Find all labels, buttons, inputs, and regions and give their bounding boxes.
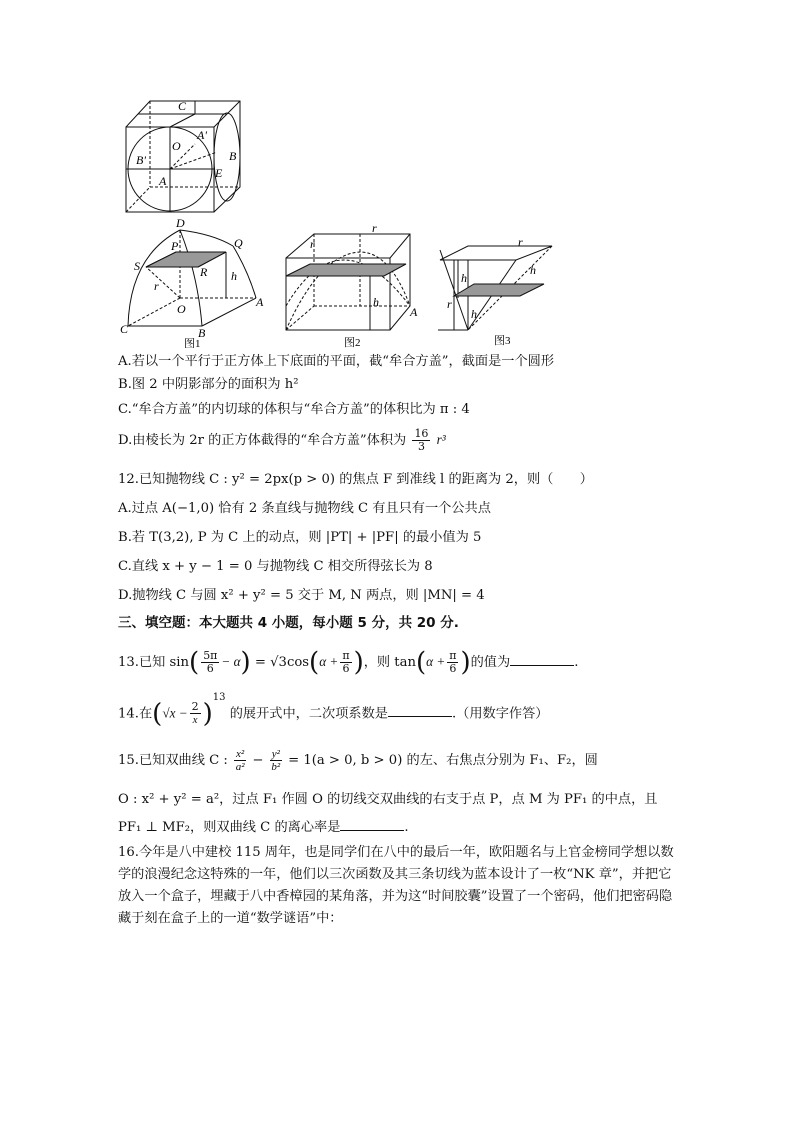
q12-stem: 12.已知抛物线 C : y² = 2px(p > 0) 的焦点 F 到准线 l 的距离为 2，则（ ） (118, 472, 593, 487)
q15-post: = 1(a > 0, b > 0) 的左、右焦点分别为 F₁、F₂，圆 (288, 753, 598, 768)
q15-answer-blank[interactable] (340, 818, 404, 831)
q11-d-num: 16 (414, 427, 429, 440)
fig1-label-h: h (231, 269, 237, 283)
cube-label-o: O (172, 139, 181, 153)
question-15-line-1 (118, 748, 598, 773)
fig3-label-r-left: r (447, 297, 452, 311)
section-3-heading: 三、填空题：本大题共 4 小题，每小题 5 分，共 20 分. (118, 615, 459, 631)
fig1-label-o: O (177, 302, 186, 316)
question-14: 14.在(√x − $\frac{2}{x}$ )$^{13}$ 的展开式中，二次项系数是 .（用数字作答） (118, 692, 549, 729)
q15-frac-2-den: b² (271, 761, 281, 773)
fig1-label-r-radius: r (154, 279, 159, 293)
q11-d-fraction (412, 428, 430, 453)
fig2-label-r-top: r (372, 224, 377, 235)
cube-figure (122, 97, 252, 217)
fig1-label-d: D (176, 216, 185, 230)
q11-d-text: D.由棱长为 2r 的正方体截得的“牟合方盖”体积为 (118, 433, 407, 448)
q13-frac-3 (447, 650, 458, 675)
figure-2 (280, 224, 420, 348)
cube-label-c: C (178, 99, 187, 113)
q15-frac-2 (270, 748, 282, 773)
q12-option-c: C.直线 x + y − 1 = 0 与抛物线 C 相交所得弦长为 8 (118, 559, 433, 574)
fig1-label-q: Q (234, 236, 243, 250)
q13-mid1: − α (221, 654, 241, 669)
q15-frac-1-den: a² (235, 761, 245, 773)
fig3-label-h-upper: h (461, 271, 467, 285)
q13-frac-1 (201, 650, 219, 675)
q15-line3: PF₁ ⊥ MF₂，则双曲线 C 的离心率是 (118, 820, 341, 835)
cube-label-a: A (159, 174, 167, 188)
q13-mid2: = √3cos (254, 655, 310, 670)
figure-3 (434, 238, 564, 348)
fig2-label-h: h (373, 295, 379, 309)
q13-frac-2-num: π (342, 649, 350, 662)
q13-pre: 13.已知 sin (118, 655, 190, 670)
q11-d-den: 3 (417, 440, 425, 453)
cube-label-a-prime: A' (197, 128, 207, 142)
q15-frac-1 (234, 748, 246, 773)
fig3-caption: 图3 (494, 335, 511, 347)
q13-frac-1-num: 5π (203, 649, 218, 662)
fig2-label-a: A (410, 305, 418, 319)
q14-inner: √x − (162, 705, 188, 721)
fig1-label-a: A (256, 295, 264, 309)
fig1-label-c: C (120, 322, 129, 336)
q13-alpha-2: α + (426, 654, 446, 669)
q12-option-b: B.若 T(3,2), P 为 C 上的动点，则 |PT| + |PF| 的最小值为 5 (118, 530, 482, 545)
q11-option-b: B.图 2 中阴影部分的面积为 h² (118, 377, 299, 392)
fig1-label-p: P (171, 239, 179, 253)
q14-note: .（用数字作答） (451, 706, 549, 722)
q15-minus: − (252, 753, 264, 768)
fig3-label-r-top: r (518, 238, 523, 249)
q15-pre: 15.已知双曲线 C : (118, 753, 228, 768)
q15-frac-2-num: y² (271, 748, 280, 760)
q12-option-a: A.过点 A(−1,0) 恰有 2 条直线与抛物线 C 有且只有一个公共点 (118, 501, 491, 516)
q12-option-d: D.抛物线 C 与圆 x² + y² = 5 交于 M, N 两点，则 |MN| = 4 (118, 588, 485, 603)
fig1-caption: 图1 (184, 338, 201, 348)
fig1-label-s: S (134, 259, 140, 273)
question-16: 16.今年是八中建校 115 周年，也是同学们在八中的最后一年，欧阳题名与上官金榜同学想以数学的浪漫纪念这特殊的一年，他们以三次函数及其三条切线为蓝本设计了一枚“NK 章”，并把它放入一个盒子，埋藏于八中香樟园的某角落，并为这“时间胶囊”设置了一个密码，他们把密码隐藏于刻在盒子上的一道“数学谜语”中： (118, 845, 674, 926)
cube-label-b-prime: B' (136, 153, 146, 167)
question-15-line-3: PF₁ ⊥ MF₂，则双曲线 C 的离心率是 . (118, 820, 409, 835)
cube-label-b: B (229, 149, 237, 163)
q13-frac-2-den: 6 (342, 662, 350, 675)
figure-1 (118, 216, 268, 348)
q14-pre: 14.在 (118, 706, 153, 722)
q13-answer-blank[interactable] (510, 653, 574, 666)
q13-frac-3-num: π (449, 649, 457, 662)
question-13: 13.已知 sin( $\frac{5\pi}{6}$ − α) = √3cos(α + $\frac{\pi}{6}$ )，则 tan(α + $\frac{\pi}{6}$ )的值为 . (118, 647, 579, 678)
q14-exponent: 13 (212, 692, 226, 703)
q15-frac-1-num: x² (236, 748, 245, 760)
fig1-label-r: R (200, 265, 208, 279)
q13-frac-3-den: 6 (449, 662, 457, 675)
fig2-caption: 图2 (344, 337, 361, 348)
q14-frac-num: 2 (191, 700, 199, 714)
q13-alpha-1: α + (319, 654, 339, 669)
q14-answer-blank[interactable] (388, 704, 452, 717)
q11-option-a: A.若以一个平行于正方体上下底面的平面，截“牟合方盖”，截面是一个圆形 (118, 354, 555, 369)
fig3-label-h-right: h (530, 263, 536, 277)
q13-post: 的值为 (470, 655, 511, 670)
fig2-label-r-left: r (310, 237, 315, 251)
q11-d-post: r³ (436, 432, 446, 447)
fig1-label-b: B (198, 326, 206, 340)
q11-option-d (118, 428, 446, 453)
q14-frac (190, 701, 201, 726)
q11-option-c: C.“牟合方盖”的内切球的体积与“牟合方盖”的体积比为 π : 4 (118, 402, 470, 417)
question-15-line-2: O : x² + y² = a²，过点 F₁ 作圆 O 的切线交双曲线的右支于点 P，点 M 为 PF₁ 的中点，且 (118, 792, 658, 807)
q13-mid3: ，则 tan (363, 655, 416, 670)
q13-frac-1-den: 6 (206, 662, 214, 675)
q13-frac-2 (340, 650, 351, 675)
fig3-label-h-lower: h (471, 307, 477, 321)
cube-label-e: E (215, 166, 223, 180)
q14-post: 的展开式中，二次项系数是 (229, 706, 388, 722)
q14-frac-den: x (192, 714, 198, 727)
